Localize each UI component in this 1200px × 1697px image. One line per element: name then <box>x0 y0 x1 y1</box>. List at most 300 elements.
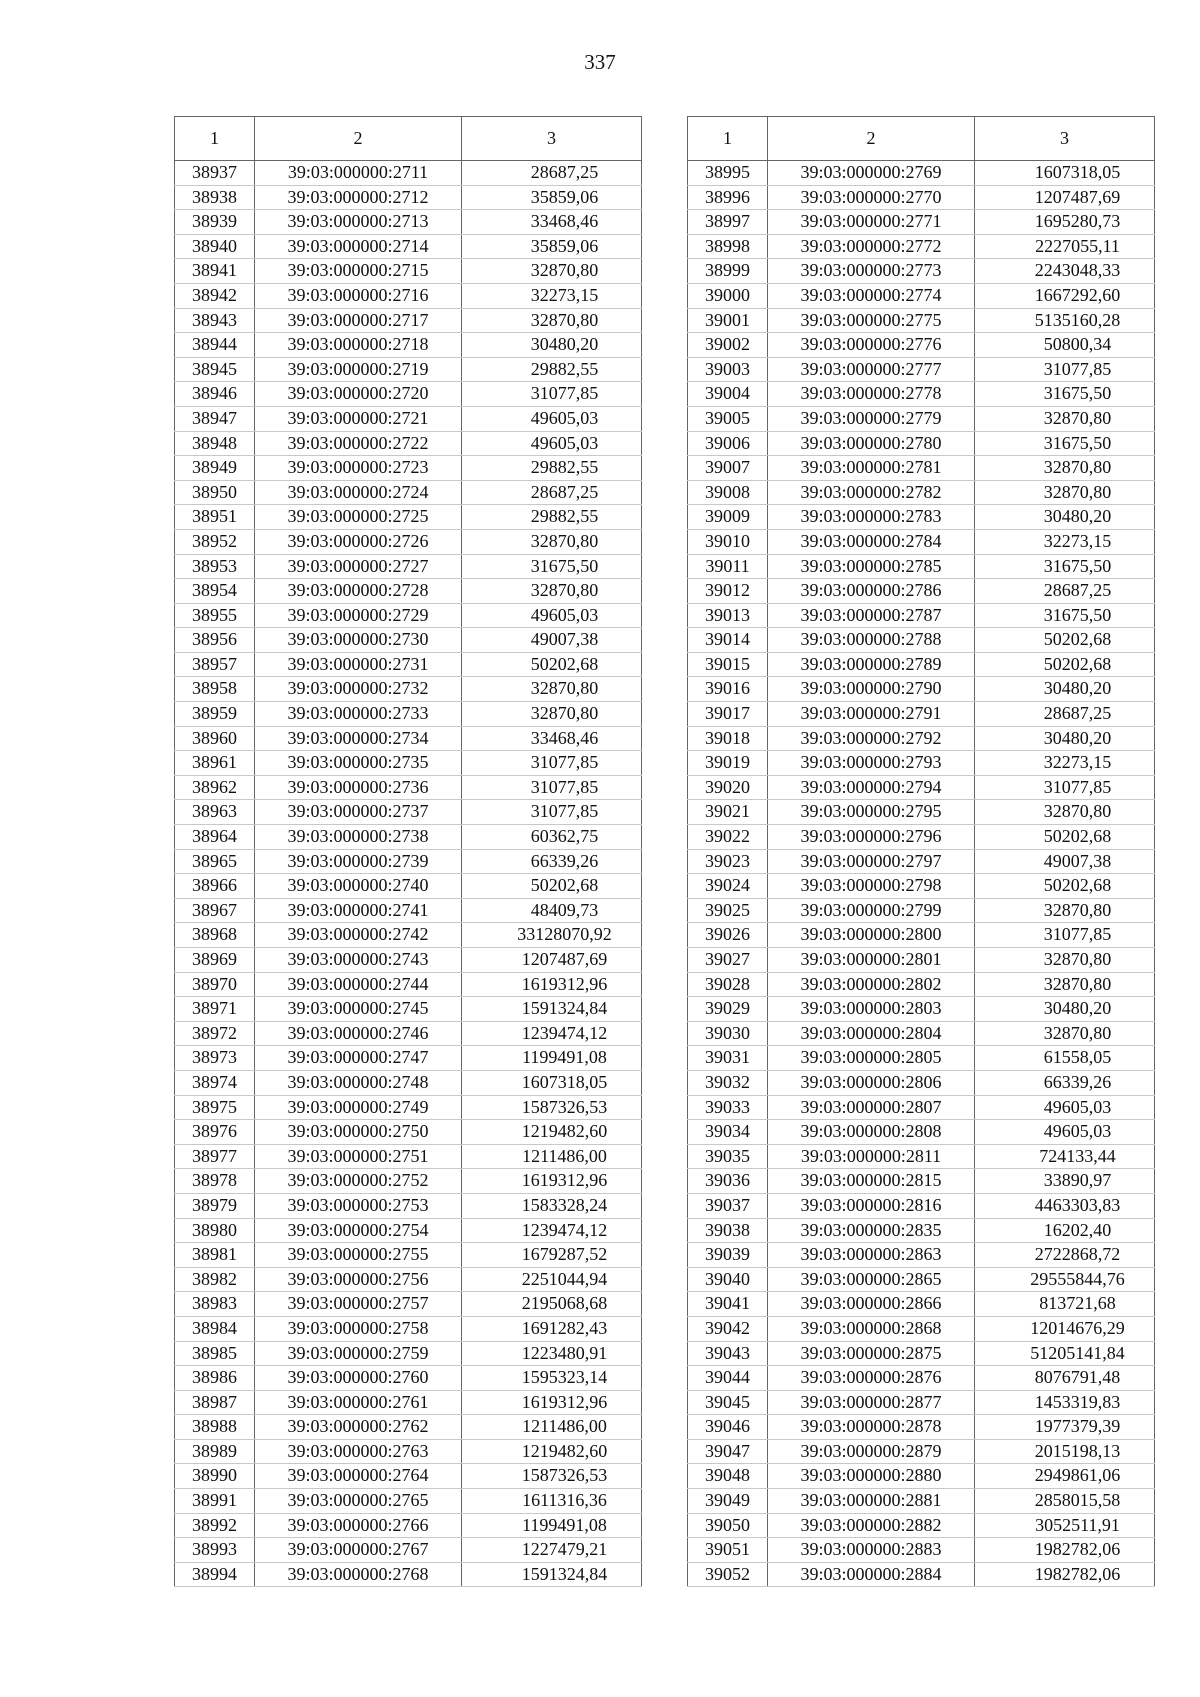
column-header-3: 3 <box>975 117 1155 161</box>
value-cell: 1591324,84 <box>462 1562 642 1587</box>
value-cell: 50800,34 <box>975 333 1155 358</box>
value-cell: 1607318,05 <box>975 161 1155 186</box>
table-row <box>688 1070 1155 1095</box>
row-number-cell: 38957 <box>175 652 255 677</box>
row-number-cell: 38970 <box>175 972 255 997</box>
row-number-cell: 39000 <box>688 283 768 308</box>
row-number-cell: 39003 <box>688 357 768 382</box>
cadastral-number-cell: 39:03:000000:2739 <box>255 849 462 874</box>
row-number-cell: 38988 <box>175 1415 255 1440</box>
cadastral-number-cell: 39:03:000000:2727 <box>255 554 462 579</box>
table-row <box>688 775 1155 800</box>
table-row <box>175 849 642 874</box>
value-cell: 2722868,72 <box>975 1243 1155 1268</box>
table-row <box>175 726 642 751</box>
cadastral-number-cell: 39:03:000000:2773 <box>768 259 975 284</box>
value-cell: 30480,20 <box>975 997 1155 1022</box>
value-cell: 1679287,52 <box>462 1243 642 1268</box>
value-cell: 29555844,76 <box>975 1267 1155 1292</box>
value-cell: 49007,38 <box>975 849 1155 874</box>
value-cell: 66339,26 <box>975 1070 1155 1095</box>
table-row <box>175 1267 642 1292</box>
table-row <box>175 898 642 923</box>
value-cell: 2949861,06 <box>975 1464 1155 1489</box>
value-cell: 33128070,92 <box>462 923 642 948</box>
row-number-cell: 38955 <box>175 603 255 628</box>
table-row <box>688 1193 1155 1218</box>
value-cell: 1223480,91 <box>462 1341 642 1366</box>
table-row <box>175 652 642 677</box>
row-number-cell: 38990 <box>175 1464 255 1489</box>
row-number-cell: 39017 <box>688 702 768 727</box>
value-cell: 31077,85 <box>462 382 642 407</box>
cadastral-number-cell: 39:03:000000:2789 <box>768 652 975 677</box>
table-row <box>688 529 1155 554</box>
table-row <box>688 1243 1155 1268</box>
row-number-cell: 38998 <box>688 234 768 259</box>
value-cell: 31077,85 <box>975 357 1155 382</box>
value-cell: 49605,03 <box>975 1095 1155 1120</box>
cadastral-number-cell: 39:03:000000:2777 <box>768 357 975 382</box>
row-number-cell: 38983 <box>175 1292 255 1317</box>
table-row <box>175 1464 642 1489</box>
cadastral-number-cell: 39:03:000000:2865 <box>768 1267 975 1292</box>
cadastral-number-cell: 39:03:000000:2745 <box>255 997 462 1022</box>
value-cell: 50202,68 <box>975 628 1155 653</box>
value-cell: 1227479,21 <box>462 1538 642 1563</box>
row-number-cell: 38999 <box>688 259 768 284</box>
table-row <box>688 923 1155 948</box>
table-row <box>688 1144 1155 1169</box>
table-row <box>175 1513 642 1538</box>
value-cell: 1619312,96 <box>462 1390 642 1415</box>
row-number-cell: 39048 <box>688 1464 768 1489</box>
row-number-cell: 38939 <box>175 210 255 235</box>
value-cell: 30480,20 <box>975 726 1155 751</box>
table-row <box>175 234 642 259</box>
cadastral-number-cell: 39:03:000000:2778 <box>768 382 975 407</box>
value-cell: 32870,80 <box>975 948 1155 973</box>
value-cell: 60362,75 <box>462 825 642 850</box>
row-number-cell: 39032 <box>688 1070 768 1095</box>
column-header-1: 1 <box>688 117 768 161</box>
table-row <box>688 234 1155 259</box>
table-row <box>688 603 1155 628</box>
row-number-cell: 38944 <box>175 333 255 358</box>
row-number-cell: 39015 <box>688 652 768 677</box>
table-row <box>688 333 1155 358</box>
value-cell: 16202,40 <box>975 1218 1155 1243</box>
table-row <box>688 800 1155 825</box>
table-left <box>174 116 642 1587</box>
value-cell: 32870,80 <box>975 972 1155 997</box>
value-cell: 1607318,05 <box>462 1070 642 1095</box>
value-cell: 32870,80 <box>975 406 1155 431</box>
row-number-cell: 38940 <box>175 234 255 259</box>
cadastral-number-cell: 39:03:000000:2755 <box>255 1243 462 1268</box>
cadastral-number-cell: 39:03:000000:2780 <box>768 431 975 456</box>
table-row <box>175 1095 642 1120</box>
row-number-cell: 38979 <box>175 1193 255 1218</box>
row-number-cell: 39008 <box>688 480 768 505</box>
value-cell: 49605,03 <box>462 406 642 431</box>
row-number-cell: 38994 <box>175 1562 255 1587</box>
cadastral-number-cell: 39:03:000000:2720 <box>255 382 462 407</box>
value-cell: 1695280,73 <box>975 210 1155 235</box>
cadastral-number-cell: 39:03:000000:2762 <box>255 1415 462 1440</box>
cadastral-number-cell: 39:03:000000:2816 <box>768 1193 975 1218</box>
value-cell: 1691282,43 <box>462 1316 642 1341</box>
value-cell: 1982782,06 <box>975 1538 1155 1563</box>
row-number-cell: 39037 <box>688 1193 768 1218</box>
value-cell: 31077,85 <box>462 800 642 825</box>
row-number-cell: 39038 <box>688 1218 768 1243</box>
cadastral-number-cell: 39:03:000000:2753 <box>255 1193 462 1218</box>
table-row <box>688 751 1155 776</box>
row-number-cell: 38953 <box>175 554 255 579</box>
value-cell: 2243048,33 <box>975 259 1155 284</box>
value-cell: 30480,20 <box>975 505 1155 530</box>
cadastral-number-cell: 39:03:000000:2783 <box>768 505 975 530</box>
column-header-3: 3 <box>462 117 642 161</box>
row-number-cell: 39035 <box>688 1144 768 1169</box>
row-number-cell: 39036 <box>688 1169 768 1194</box>
value-cell: 29882,55 <box>462 456 642 481</box>
cadastral-number-cell: 39:03:000000:2884 <box>768 1562 975 1587</box>
cadastral-number-cell: 39:03:000000:2719 <box>255 357 462 382</box>
value-cell: 3052511,91 <box>975 1513 1155 1538</box>
table-row <box>175 1218 642 1243</box>
row-number-cell: 39042 <box>688 1316 768 1341</box>
cadastral-number-cell: 39:03:000000:2711 <box>255 161 462 186</box>
cadastral-number-cell: 39:03:000000:2883 <box>768 1538 975 1563</box>
value-cell: 50202,68 <box>975 874 1155 899</box>
row-number-cell: 38978 <box>175 1169 255 1194</box>
value-cell: 1207487,69 <box>975 185 1155 210</box>
row-number-cell: 38980 <box>175 1218 255 1243</box>
table-row <box>175 210 642 235</box>
value-cell: 28687,25 <box>462 480 642 505</box>
value-cell: 31077,85 <box>975 923 1155 948</box>
value-cell: 30480,20 <box>462 333 642 358</box>
cadastral-number-cell: 39:03:000000:2714 <box>255 234 462 259</box>
table-row <box>688 406 1155 431</box>
table-row <box>175 1316 642 1341</box>
value-cell: 1211486,00 <box>462 1415 642 1440</box>
row-number-cell: 38982 <box>175 1267 255 1292</box>
value-cell: 1982782,06 <box>975 1562 1155 1587</box>
cadastral-number-cell: 39:03:000000:2768 <box>255 1562 462 1587</box>
table-row <box>688 1562 1155 1587</box>
cadastral-number-cell: 39:03:000000:2751 <box>255 1144 462 1169</box>
cadastral-number-cell: 39:03:000000:2737 <box>255 800 462 825</box>
cadastral-number-cell: 39:03:000000:2759 <box>255 1341 462 1366</box>
row-number-cell: 39019 <box>688 751 768 776</box>
table-row <box>688 1095 1155 1120</box>
table-row <box>688 1021 1155 1046</box>
cadastral-number-cell: 39:03:000000:2800 <box>768 923 975 948</box>
row-number-cell: 39049 <box>688 1489 768 1514</box>
table-row <box>175 1562 642 1587</box>
row-number-cell: 38950 <box>175 480 255 505</box>
table-row <box>175 1120 642 1145</box>
cadastral-number-cell: 39:03:000000:2782 <box>768 480 975 505</box>
table-row <box>175 505 642 530</box>
column-header-2: 2 <box>255 117 462 161</box>
cadastral-number-cell: 39:03:000000:2775 <box>768 308 975 333</box>
value-cell: 35859,06 <box>462 234 642 259</box>
row-number-cell: 38974 <box>175 1070 255 1095</box>
cadastral-number-cell: 39:03:000000:2794 <box>768 775 975 800</box>
row-number-cell: 38991 <box>175 1489 255 1514</box>
value-cell: 49007,38 <box>462 628 642 653</box>
cadastral-number-cell: 39:03:000000:2790 <box>768 677 975 702</box>
value-cell: 66339,26 <box>462 849 642 874</box>
row-number-cell: 39001 <box>688 308 768 333</box>
cadastral-number-cell: 39:03:000000:2806 <box>768 1070 975 1095</box>
cadastral-number-cell: 39:03:000000:2734 <box>255 726 462 751</box>
table-row <box>688 849 1155 874</box>
value-cell: 31077,85 <box>462 751 642 776</box>
cadastral-number-cell: 39:03:000000:2882 <box>768 1513 975 1538</box>
row-number-cell: 38954 <box>175 579 255 604</box>
cadastral-number-cell: 39:03:000000:2760 <box>255 1366 462 1391</box>
row-number-cell: 39044 <box>688 1366 768 1391</box>
cadastral-number-cell: 39:03:000000:2748 <box>255 1070 462 1095</box>
cadastral-number-cell: 39:03:000000:2717 <box>255 308 462 333</box>
table-row <box>688 874 1155 899</box>
value-cell: 32870,80 <box>462 308 642 333</box>
value-cell: 50202,68 <box>975 652 1155 677</box>
row-number-cell: 39034 <box>688 1120 768 1145</box>
row-number-cell: 39021 <box>688 800 768 825</box>
row-number-cell: 38986 <box>175 1366 255 1391</box>
row-number-cell: 39040 <box>688 1267 768 1292</box>
table-header-row <box>175 117 642 161</box>
value-cell: 1587326,53 <box>462 1095 642 1120</box>
cadastral-number-cell: 39:03:000000:2764 <box>255 1464 462 1489</box>
table-row <box>175 948 642 973</box>
cadastral-number-cell: 39:03:000000:2792 <box>768 726 975 751</box>
value-cell: 1595323,14 <box>462 1366 642 1391</box>
value-cell: 49605,03 <box>462 431 642 456</box>
table-row <box>175 406 642 431</box>
table-row <box>688 1390 1155 1415</box>
cadastral-number-cell: 39:03:000000:2835 <box>768 1218 975 1243</box>
row-number-cell: 39016 <box>688 677 768 702</box>
row-number-cell: 39009 <box>688 505 768 530</box>
row-number-cell: 38965 <box>175 849 255 874</box>
table-header-row <box>688 117 1155 161</box>
cadastral-number-cell: 39:03:000000:2877 <box>768 1390 975 1415</box>
row-number-cell: 38938 <box>175 185 255 210</box>
table-row <box>688 1218 1155 1243</box>
cadastral-number-cell: 39:03:000000:2729 <box>255 603 462 628</box>
value-cell: 32273,15 <box>462 283 642 308</box>
table-row <box>175 161 642 186</box>
cadastral-number-cell: 39:03:000000:2713 <box>255 210 462 235</box>
row-number-cell: 39051 <box>688 1538 768 1563</box>
table-row <box>688 677 1155 702</box>
value-cell: 31077,85 <box>462 775 642 800</box>
cadastral-number-cell: 39:03:000000:2756 <box>255 1267 462 1292</box>
row-number-cell: 38969 <box>175 948 255 973</box>
cadastral-number-cell: 39:03:000000:2788 <box>768 628 975 653</box>
value-cell: 1239474,12 <box>462 1021 642 1046</box>
cadastral-number-cell: 39:03:000000:2875 <box>768 1341 975 1366</box>
column-header-1: 1 <box>175 117 255 161</box>
row-number-cell: 38992 <box>175 1513 255 1538</box>
table-row <box>688 1439 1155 1464</box>
row-number-cell: 38967 <box>175 898 255 923</box>
value-cell: 32870,80 <box>462 579 642 604</box>
table-row <box>175 775 642 800</box>
table-row <box>688 1538 1155 1563</box>
cadastral-number-cell: 39:03:000000:2804 <box>768 1021 975 1046</box>
table-row <box>175 283 642 308</box>
value-cell: 1199491,08 <box>462 1513 642 1538</box>
table-row <box>688 825 1155 850</box>
table-row <box>175 456 642 481</box>
value-cell: 1667292,60 <box>975 283 1155 308</box>
cadastral-number-cell: 39:03:000000:2795 <box>768 800 975 825</box>
row-number-cell: 39023 <box>688 849 768 874</box>
row-number-cell: 38996 <box>688 185 768 210</box>
value-cell: 32870,80 <box>975 898 1155 923</box>
value-cell: 31675,50 <box>975 431 1155 456</box>
cadastral-number-cell: 39:03:000000:2868 <box>768 1316 975 1341</box>
cadastral-number-cell: 39:03:000000:2750 <box>255 1120 462 1145</box>
table-row <box>175 579 642 604</box>
table-row <box>175 825 642 850</box>
table-row <box>175 923 642 948</box>
table-row <box>175 997 642 1022</box>
cadastral-number-cell: 39:03:000000:2758 <box>255 1316 462 1341</box>
cadastral-number-cell: 39:03:000000:2881 <box>768 1489 975 1514</box>
table-row <box>688 185 1155 210</box>
cadastral-number-cell: 39:03:000000:2725 <box>255 505 462 530</box>
row-number-cell: 39025 <box>688 898 768 923</box>
table-row <box>688 652 1155 677</box>
row-number-cell: 38937 <box>175 161 255 186</box>
row-number-cell: 39052 <box>688 1562 768 1587</box>
table-row <box>175 1046 642 1071</box>
cadastral-number-cell: 39:03:000000:2796 <box>768 825 975 850</box>
value-cell: 28687,25 <box>462 161 642 186</box>
table-row <box>688 1415 1155 1440</box>
table-row <box>688 948 1155 973</box>
cadastral-number-cell: 39:03:000000:2793 <box>768 751 975 776</box>
table-row <box>175 357 642 382</box>
row-number-cell: 38989 <box>175 1439 255 1464</box>
value-cell: 50202,68 <box>462 874 642 899</box>
table-row <box>175 382 642 407</box>
value-cell: 33468,46 <box>462 210 642 235</box>
value-cell: 2195068,68 <box>462 1292 642 1317</box>
value-cell: 31077,85 <box>975 775 1155 800</box>
row-number-cell: 38959 <box>175 702 255 727</box>
value-cell: 8076791,48 <box>975 1366 1155 1391</box>
value-cell: 724133,44 <box>975 1144 1155 1169</box>
row-number-cell: 38942 <box>175 283 255 308</box>
cadastral-number-cell: 39:03:000000:2763 <box>255 1439 462 1464</box>
table-row <box>175 1070 642 1095</box>
table-row <box>688 972 1155 997</box>
cadastral-number-cell: 39:03:000000:2787 <box>768 603 975 628</box>
column-header-2: 2 <box>768 117 975 161</box>
value-cell: 32870,80 <box>462 259 642 284</box>
table-row <box>688 1292 1155 1317</box>
row-number-cell: 39011 <box>688 554 768 579</box>
value-cell: 28687,25 <box>975 702 1155 727</box>
row-number-cell: 39005 <box>688 406 768 431</box>
cadastral-number-cell: 39:03:000000:2728 <box>255 579 462 604</box>
value-cell: 31675,50 <box>975 382 1155 407</box>
row-number-cell: 39050 <box>688 1513 768 1538</box>
row-number-cell: 38984 <box>175 1316 255 1341</box>
cadastral-number-cell: 39:03:000000:2721 <box>255 406 462 431</box>
cadastral-number-cell: 39:03:000000:2726 <box>255 529 462 554</box>
cadastral-number-cell: 39:03:000000:2799 <box>768 898 975 923</box>
cadastral-number-cell: 39:03:000000:2781 <box>768 456 975 481</box>
table-row <box>688 1341 1155 1366</box>
row-number-cell: 39031 <box>688 1046 768 1071</box>
row-number-cell: 38958 <box>175 677 255 702</box>
row-number-cell: 39014 <box>688 628 768 653</box>
cadastral-number-cell: 39:03:000000:2802 <box>768 972 975 997</box>
cadastral-number-cell: 39:03:000000:2731 <box>255 652 462 677</box>
cadastral-number-cell: 39:03:000000:2772 <box>768 234 975 259</box>
table-row <box>688 1464 1155 1489</box>
value-cell: 5135160,28 <box>975 308 1155 333</box>
table-row <box>175 1169 642 1194</box>
value-cell: 48409,73 <box>462 898 642 923</box>
value-cell: 49605,03 <box>462 603 642 628</box>
row-number-cell: 38960 <box>175 726 255 751</box>
table-row <box>688 702 1155 727</box>
cadastral-number-cell: 39:03:000000:2730 <box>255 628 462 653</box>
value-cell: 1199491,08 <box>462 1046 642 1071</box>
row-number-cell: 39029 <box>688 997 768 1022</box>
row-number-cell: 38966 <box>175 874 255 899</box>
value-cell: 1207487,69 <box>462 948 642 973</box>
cadastral-number-cell: 39:03:000000:2779 <box>768 406 975 431</box>
row-number-cell: 38971 <box>175 997 255 1022</box>
row-number-cell: 38945 <box>175 357 255 382</box>
row-number-cell: 39028 <box>688 972 768 997</box>
cadastral-number-cell: 39:03:000000:2744 <box>255 972 462 997</box>
table-right <box>687 116 1155 1587</box>
cadastral-number-cell: 39:03:000000:2774 <box>768 283 975 308</box>
table-row <box>175 480 642 505</box>
value-cell: 1611316,36 <box>462 1489 642 1514</box>
table-row <box>688 259 1155 284</box>
value-cell: 1219482,60 <box>462 1439 642 1464</box>
value-cell: 2227055,11 <box>975 234 1155 259</box>
cadastral-number-cell: 39:03:000000:2765 <box>255 1489 462 1514</box>
cadastral-number-cell: 39:03:000000:2878 <box>768 1415 975 1440</box>
table-row <box>175 603 642 628</box>
row-number-cell: 38995 <box>688 161 768 186</box>
table-row <box>688 431 1155 456</box>
value-cell: 12014676,29 <box>975 1316 1155 1341</box>
table-row <box>688 382 1155 407</box>
table-row <box>175 1415 642 1440</box>
cadastral-number-cell: 39:03:000000:2767 <box>255 1538 462 1563</box>
value-cell: 1591324,84 <box>462 997 642 1022</box>
cadastral-number-cell: 39:03:000000:2815 <box>768 1169 975 1194</box>
value-cell: 1619312,96 <box>462 1169 642 1194</box>
